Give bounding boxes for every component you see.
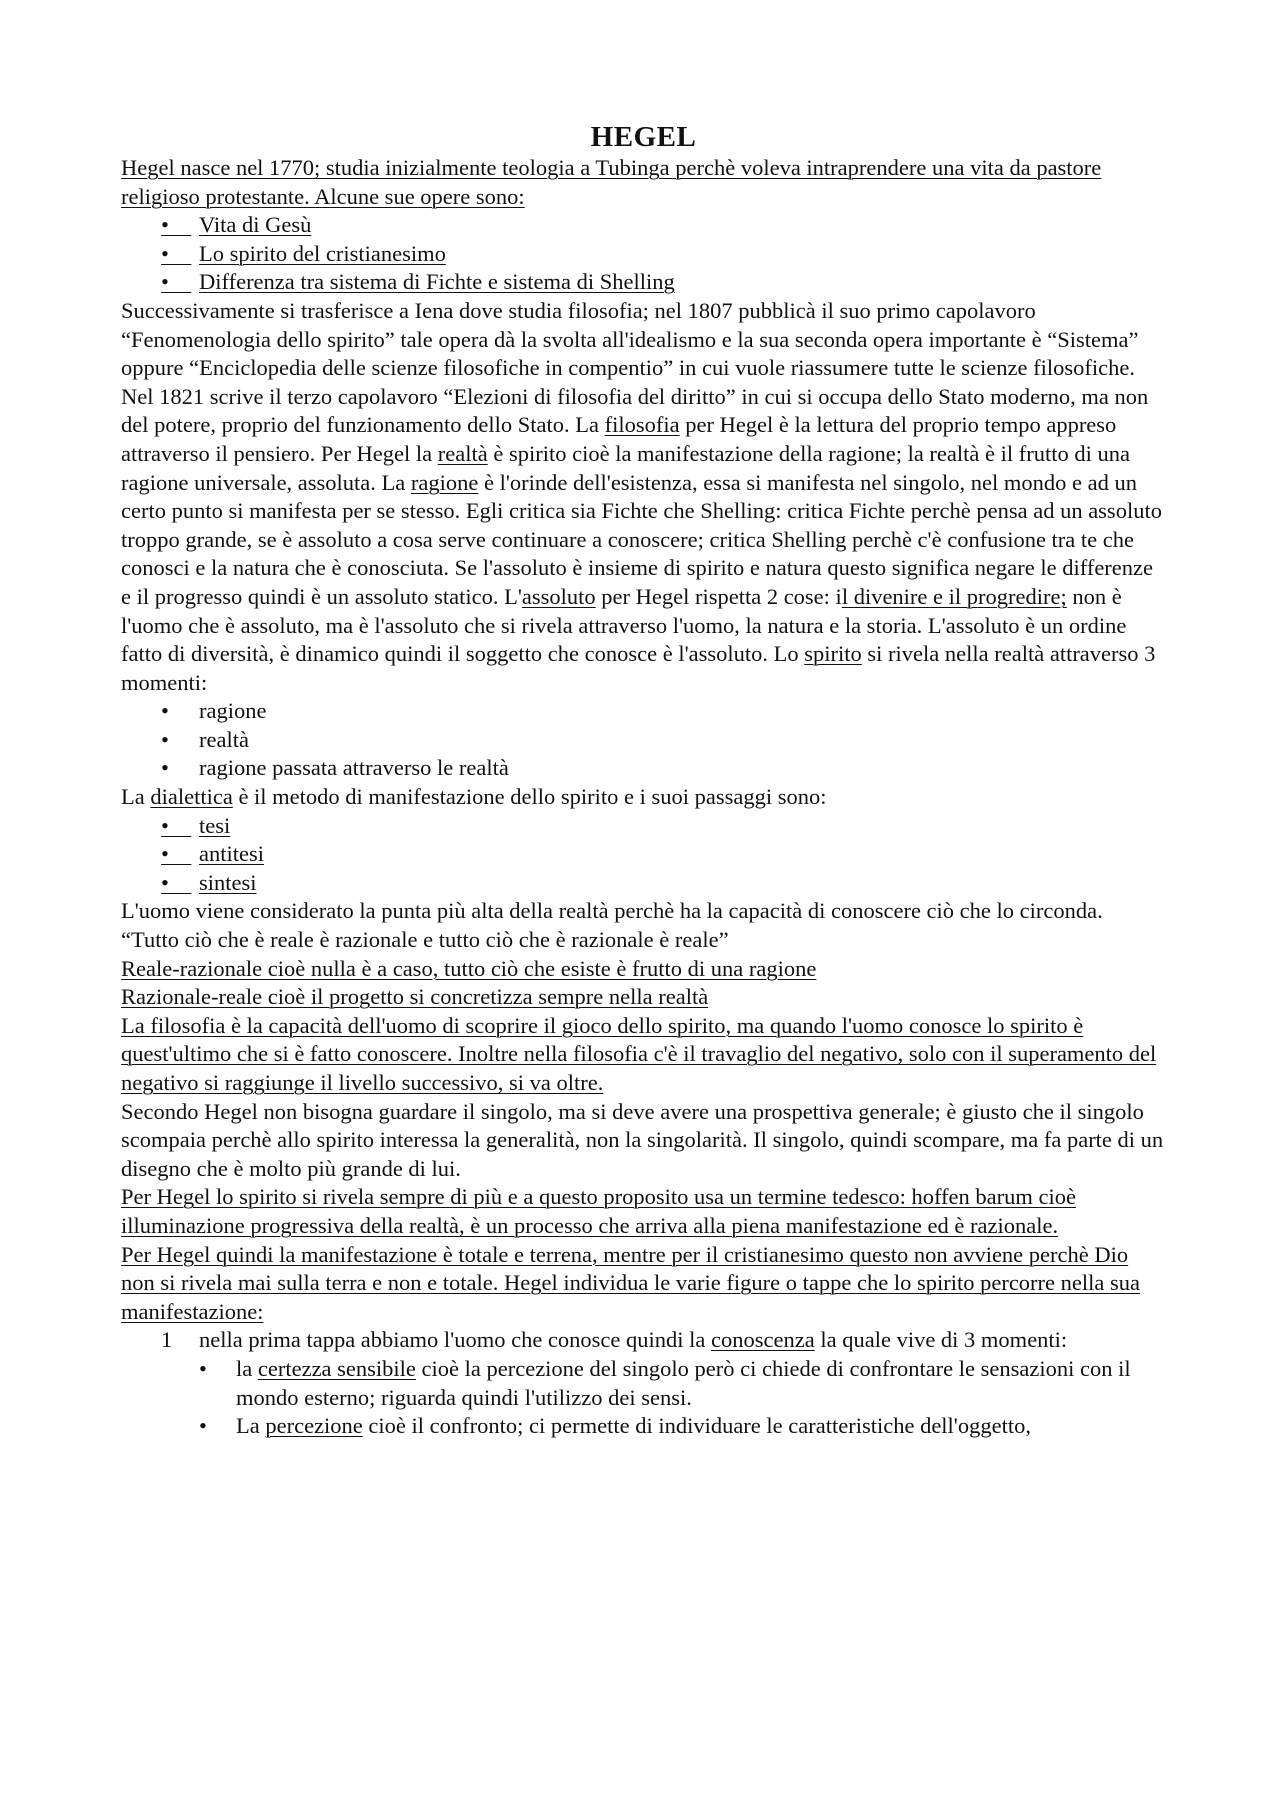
works-list bbox=[121, 211, 1166, 297]
list-item: • La percezione cioè il confronto; ci permette di individuare le caratteristiche dell'oggetto, bbox=[121, 1412, 1166, 1441]
keyword-divenire: l divenire e il progredire; bbox=[841, 583, 1067, 609]
bullet-icon: • bbox=[161, 841, 169, 867]
list-item: • ragione bbox=[121, 697, 1166, 726]
keyword-assoluto: assoluto bbox=[521, 583, 596, 609]
knowledge-moments-list bbox=[199, 1355, 1166, 1441]
document-body bbox=[121, 122, 1166, 1441]
keyword-dialettica: dialettica bbox=[150, 784, 233, 810]
keyword-realta: realtà bbox=[437, 440, 488, 466]
keyword-percezione: percezione bbox=[265, 1413, 363, 1439]
stages-list bbox=[121, 1326, 1166, 1440]
list-item: • sintesi bbox=[121, 869, 1166, 898]
bullet-icon: • bbox=[161, 726, 169, 752]
list-item: • antitesi bbox=[121, 840, 1166, 869]
bullet-icon: • bbox=[161, 698, 169, 724]
bullet-icon: • bbox=[199, 1413, 207, 1439]
keyword-ragione: ragione bbox=[410, 469, 479, 495]
paragraph-reale-razionale: Reale-razionale cioè nulla è a caso, tutto ciò che esiste è frutto di una ragione bbox=[121, 955, 817, 981]
intro-paragraph: Hegel nasce nel 1770; studia inizialmente teologia a Tubinga perchè voleva intraprendere una vita da pastore religioso protestante. Alcune sue opere sono: bbox=[121, 155, 1102, 209]
paragraph-manifestazione: Per Hegel quindi la manifestazione è totale e terrena, mentre per il cristianesimo questo non avviene perchè Dio non si rivela mai sulla terra e non e totale. Hegel individua le varie figure o tappe che lo spirito percorre nella sua manifestazione: bbox=[121, 1241, 1140, 1324]
bullet-icon: • bbox=[161, 812, 169, 838]
list-item: • realtà bbox=[121, 726, 1166, 755]
list-item: • Lo spirito del cristianesimo bbox=[121, 240, 1166, 269]
keyword-certezza-sensibile: certezza sensibile bbox=[257, 1355, 416, 1381]
paragraph-razionale-reale: Razionale-reale cioè il progetto si concretizza sempre nella realtà bbox=[121, 984, 709, 1010]
quote: “Tutto ciò che è reale è razionale e tutto ciò che è razionale è reale” bbox=[121, 927, 729, 953]
paragraph-filosofia: La filosofia è la capacità dell'uomo di scoprire il gioco dello spirito, ma quando l'uomo conosce lo spirito è quest'ultimo che si è fatto conoscere. Inoltre nella filosofia c'è il travaglio del negativo, solo con il superamento del negativo si raggiunge il livello successivo, si va oltre. bbox=[121, 1012, 1157, 1095]
paragraph-iena: Successivamente si trasferisce a Iena dove studia filosofia; nel 1807 pubblicà il suo primo capolavoro “Fenomenologia dello spirito” tale opera dà la svolta all'idealismo e la sua seconda opera importante è “Sistema” oppure “Enciclopedia delle scienze filosofiche in compentio” in cui vuole riassumere tutte le scienze filosofiche. Nel 1821 scrive il terzo capolavoro “Elezioni di filosofia del diritto” in cui si occupa dello Stato moderno, ma non del potere, proprio del funzionamento dello Stato. La filosofia per Hegel è la lettura del proprio tempo appreso attraverso il pensiero. Per Hegel la realtà è spirito cioè la manifestazione della ragione; la realtà è il frutto di una ragione universale, assoluta. La ragione è l'orinde dell'esistenza, essa si manifesta nel singolo, nel mondo e ad un certo punto si manifesta per se stesso. Egli critica sia Fichte che Shelling: critica Fichte perchè pensa ad un assoluto troppo grande, se è assoluto a cosa serve continuare a conoscere; critica Shelling perchè c'è confusione tra te che conosci e la natura che è conosciuta. Se l'assoluto è insieme di spirito e natura questo significa negare le differenze e il progresso quindi è un assoluto statico. L'assoluto per Hegel rispetta 2 cose: il divenire e il progredire; non è l'uomo che è assoluto, ma è l'assoluto che si rivela attraverso l'uomo, la natura e la storia. L'assoluto è un ordine fatto di diversità, è dinamico quindi il soggetto che conosce è l'assoluto. Lo spirito si rivela nella realtà attraverso 3 momenti: bbox=[121, 297, 1162, 695]
keyword-spirito: spirito bbox=[804, 641, 862, 667]
list-item: • la certezza sensibile cioè la percezione del singolo però ci chiede di confrontare le sensazioni con il mondo esterno; riguarda quindi l'utilizzo dei sensi. bbox=[199, 1355, 1131, 1410]
passages-list bbox=[121, 812, 1166, 898]
page-title: HEGEL bbox=[590, 121, 697, 153]
bullet-icon: • bbox=[161, 755, 169, 781]
list-item: • tesi bbox=[121, 812, 1166, 841]
moments-list bbox=[121, 697, 1166, 783]
bullet-icon: • bbox=[161, 240, 169, 266]
keyword-filosofia: filosofia bbox=[604, 412, 680, 438]
list-number: 1 bbox=[161, 1327, 173, 1353]
list-item: 1 nella prima tappa abbiamo l'uomo che conosce quindi la conoscenza la quale vive di 3 momenti: • la certezza sensibile cioè la percezione del singolo però ci chiede di confrontare le sensazioni con il mondo esterno; riguarda quindi l'utilizzo dei sensi. • La percezione cioè il confronto; ci permette di individuare le caratteristiche dell'oggetto, bbox=[121, 1326, 1166, 1440]
paragraph-hoffen-barum: Per Hegel lo spirito si rivela sempre di più e a questo proposito usa un termine tedesco: hoffen barum cioè illuminazione progressiva della realtà, è un processo che arriva alla piena manifestazione ed è razionale. bbox=[121, 1184, 1076, 1238]
list-item: • Vita di Gesù bbox=[121, 211, 1166, 240]
list-item: • ragione passata attraverso le realtà bbox=[121, 754, 1166, 783]
paragraph-singolo: Secondo Hegel non bisogna guardare il singolo, ma si deve avere una prospettiva generale; è giusto che il singolo scompaia perchè allo spirito interessa la generalità, non la singolarità. Il singolo, quindi scompare, ma fa parte di un disegno che è molto più grande di lui. bbox=[121, 1098, 1164, 1181]
bullet-icon: • bbox=[161, 212, 169, 238]
paragraph-dialettica: La dialettica è il metodo di manifestazione dello spirito e i suoi passaggi sono: bbox=[121, 784, 827, 810]
paragraph-uomo: L'uomo viene considerato la punta più alta della realtà perchè ha la capacità di conoscere ciò che lo circonda. bbox=[121, 898, 1103, 924]
bullet-icon: • bbox=[199, 1355, 207, 1381]
bullet-icon: • bbox=[161, 269, 169, 295]
keyword-conoscenza: conoscenza bbox=[711, 1327, 815, 1353]
bullet-icon: • bbox=[161, 869, 169, 895]
list-item: • Differenza tra sistema di Fichte e sistema di Shelling bbox=[121, 268, 1166, 297]
